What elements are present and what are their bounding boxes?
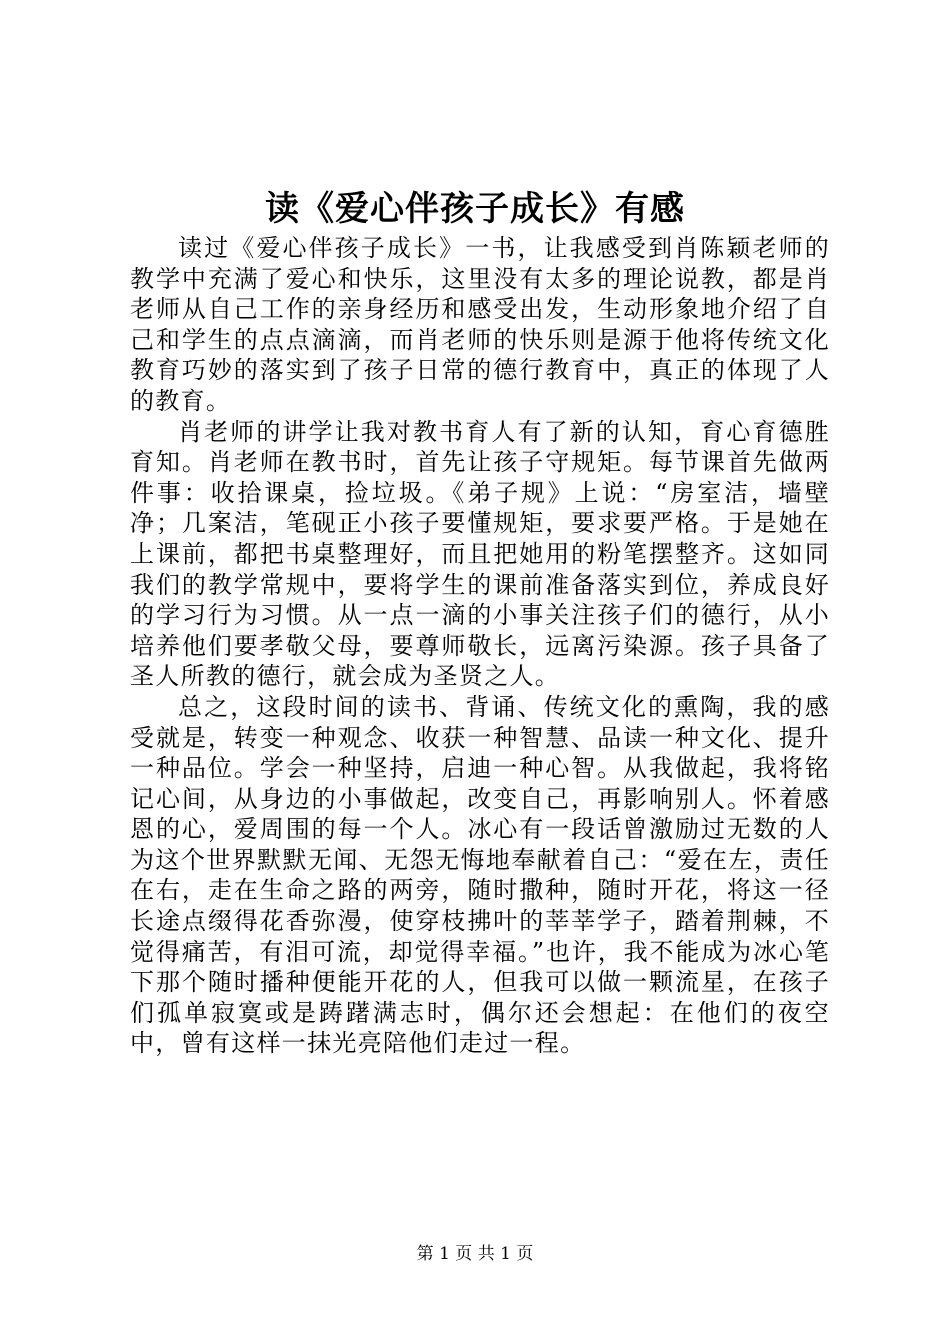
paragraph-3: 总之，这段时间的读书、背诵、传统文化的熏陶，我的感受就是，转变一种观念、收获一种智慧、品读一种文化、提升一种品位。学会一种坚持，启迪一种心智。从我做起，我将铭记心间，从身边的小事做起，改变自己，再影响别人。怀着感恩的心，爱周围的每一个人。冰心有一段话曾激励过无数的人为这个世界默默无闻、无怨无悔地奉献着自己：“爱在左，责任在右，走在生命之路的两旁，随时撒种，随时开花，将这一径长途点缀得花香弥漫，使穿枝拂叶的莘莘学子，踏着荆棘，不觉得痛苦，有泪可流，却觉得幸福。”也许，我不能成为冰心笔下那个随时播种便能开花的人，但我可以做一颗流星，在孩子们孤单寂寞或是踌躇满志时，偶尔还会想起：在他们的夜空中，曾有这样一抹光亮陪他们走过一程。 xyxy=(130,692,830,1058)
document-body xyxy=(130,233,830,1059)
document-title: 读《爱心伴孩子成长》有感 xyxy=(265,189,685,229)
page-footer: 第 1 页 共 1 页 xyxy=(416,1244,534,1264)
paragraph-2: 肖老师的讲学让我对教书育人有了新的认知，育心育德胜育知。肖老师在教书时，首先让孩子守规矩。每节课首先做两件事：收拾课桌，捡垃圾。《弟子规》上说：“房室洁，墙壁净；几案洁，笔砚正小孩子要懂规矩，要求要严格。于是她在上课前，都把书桌整理好，而且把她用的粉笔摆整齐。这如同我们的教学常规中，要将学生的课前准备落实到位，养成良好的学习行为习惯。从一点一滴的小事关注孩子们的德行，从小培养他们要孝敬父母，要尊师敬长，远离污染源。孩子具备了圣人所教的德行，就会成为圣贤之人。 xyxy=(130,417,830,691)
paragraph-1: 读过《爱心伴孩子成长》一书，让我感受到肖陈颖老师的教学中充满了爱心和快乐，这里没有太多的理论说教，都是肖老师从自己工作的亲身经历和感受出发，生动形象地介绍了自己和学生的点点滴滴，而肖老师的快乐则是源于他将传统文化教育巧妙的落实到了孩子日常的德行教育中，真正的体现了人的教育。 xyxy=(130,234,830,415)
